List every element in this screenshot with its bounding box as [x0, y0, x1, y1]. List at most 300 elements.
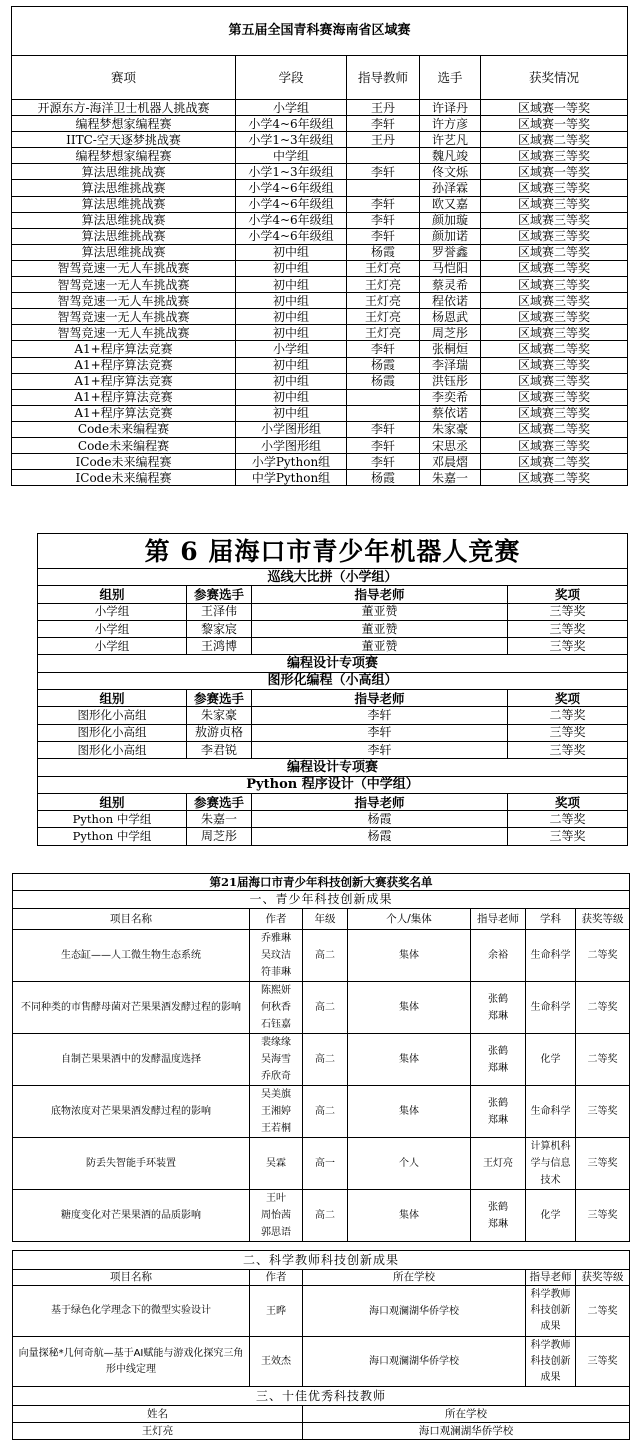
table-row: [12, 373, 628, 389]
type-cell: 集体: [348, 1034, 471, 1086]
teacher-cell: 李轩: [347, 228, 420, 244]
student-cell: 李奕希: [420, 389, 481, 405]
teacher-cell: [347, 405, 420, 421]
award-cell: 区域赛一等奖: [481, 116, 628, 132]
header-cell: 参赛选手: [187, 690, 252, 707]
section-title-row: [13, 1387, 630, 1406]
teacher-cell: 李轩: [252, 741, 508, 758]
header-cell: 指导教师: [347, 56, 420, 100]
student-cell: 朱嘉一: [420, 470, 481, 486]
table3-section-title: 一、青少年科技创新成果: [13, 891, 630, 909]
event-cell: 算法思维挑战赛: [12, 180, 236, 196]
level-cell: 初中组: [236, 309, 347, 325]
award-cell: 区域赛三等奖: [481, 212, 628, 228]
teachers-cell: [471, 1086, 526, 1138]
level-cell: 初中组: [236, 357, 347, 373]
level-cell: 小学组: [236, 100, 347, 116]
teacher-cell: 王丹: [347, 132, 420, 148]
teacher-name: 郑琳: [488, 1114, 508, 1126]
section-title-row: [38, 672, 628, 689]
table-row: [38, 603, 628, 620]
school-cell: 海口观澜湖华侨学校: [303, 1337, 526, 1387]
teacher-name: 王灯亮: [483, 1158, 513, 1169]
level-cell: 初中组: [236, 277, 347, 293]
header-cell: 作者: [250, 1270, 303, 1286]
teacher-cell: 王灯亮: [347, 277, 420, 293]
level-cell: 小学4~6年级组: [236, 212, 347, 228]
author-name: 郭思语: [261, 1227, 291, 1238]
event-cell: 算法思维挑战赛: [12, 228, 236, 244]
student-cell: 朱家豪: [187, 707, 252, 724]
header-cell: 学科: [526, 909, 576, 930]
table-row: [13, 1337, 630, 1387]
award-cell: 区域赛二等奖: [481, 421, 628, 437]
level-cell: 小学4~6年级组: [236, 228, 347, 244]
project-cell: 不同种类的市售酵母菌对芒果果酒发酵过程的影响: [13, 982, 250, 1034]
award-cell: 三等奖: [576, 1337, 630, 1387]
teacher-cell: 李轩: [347, 196, 420, 212]
award-cell: 区域赛二等奖: [481, 341, 628, 357]
award-cell: 区域赛二等奖: [481, 260, 628, 276]
project-cell: 基于绿色化学理念下的微型实验设计: [13, 1286, 250, 1337]
award-cell: 区域赛三等奖: [481, 389, 628, 405]
header-row: [38, 586, 628, 603]
table4-header-row: [13, 1270, 630, 1286]
award-cell: 区域赛三等奖: [481, 196, 628, 212]
level-cell: 中学Python组: [236, 470, 347, 486]
group-cell: 小学组: [38, 603, 187, 620]
table-row: [13, 982, 630, 1034]
student-cell: 杨恩武: [420, 309, 481, 325]
teacher-cell: [347, 389, 420, 405]
event-cell: 算法思维挑战赛: [12, 196, 236, 212]
teacher-cell: 王灯亮: [347, 325, 420, 341]
table-row: [12, 196, 628, 212]
award-cell: 三等奖: [576, 1190, 630, 1242]
event-cell: 智驾竞速一无人车挑战赛: [12, 260, 236, 276]
student-cell: 王泽伟: [187, 603, 252, 620]
section-title: 巡线大比拼（小学组）: [38, 569, 628, 586]
teacher-cell: 王灯亮: [347, 293, 420, 309]
student-cell: 颜加诺: [420, 228, 481, 244]
table-row: [13, 930, 630, 982]
teacher-cell: 杨霞: [347, 470, 420, 486]
author-name: 周怡茜: [261, 1210, 291, 1221]
header-cell: 组别: [38, 586, 187, 603]
teacher-name: 张鹤: [488, 993, 508, 1005]
subject-cell: 生命科学: [526, 1086, 576, 1138]
teacher-cell: 董亚赞: [252, 620, 508, 637]
section-title: 编程设计专项赛: [38, 759, 628, 776]
student-cell: 邓晨熠: [420, 454, 481, 470]
author-name: 石钰嘉: [261, 1019, 291, 1030]
student-cell: 马恺阳: [420, 260, 481, 276]
teacher-cell: 杨霞: [252, 828, 508, 845]
level-cell: 小学组: [236, 341, 347, 357]
table-row: [12, 100, 628, 116]
award-cell: 二等奖: [576, 982, 630, 1034]
teachers-cell: [471, 1138, 526, 1190]
award-cell: 区域赛三等奖: [481, 405, 628, 421]
teacher-achievement-table: [12, 1250, 630, 1440]
grade-cell: 高二: [303, 1086, 348, 1138]
section-title-row: [38, 569, 628, 586]
authors-cell: [250, 1190, 303, 1242]
author-cell: 王晔: [250, 1286, 303, 1337]
award-cell: 区域赛二等奖: [481, 132, 628, 148]
student-cell: 孙泽霖: [420, 180, 481, 196]
grade-cell: 高二: [303, 982, 348, 1034]
award-cell: 三等奖: [508, 638, 628, 655]
authors-cell: [250, 930, 303, 982]
award-cell: 区域赛三等奖: [481, 437, 628, 453]
table-row: [38, 811, 628, 828]
teacher-name: 郑琳: [488, 1010, 508, 1022]
table-row: [12, 470, 628, 486]
author-name: 王若桐: [261, 1123, 291, 1134]
table1-header-row: [12, 56, 628, 100]
award-cell: 区域赛一等奖: [481, 164, 628, 180]
event-cell: A1+程序算法竞赛: [12, 389, 236, 405]
table-row: [12, 212, 628, 228]
group-cell: Python 中学组: [38, 828, 187, 845]
header-cell: 个人/集体: [348, 909, 471, 930]
table-row: [12, 437, 628, 453]
author-name: 裴缘缘: [261, 1037, 291, 1048]
type-cell: 集体: [348, 1086, 471, 1138]
event-cell: 智驾竞速一无人车挑战赛: [12, 293, 236, 309]
event-cell: 编程梦想家编程赛: [12, 148, 236, 164]
type-cell: 集体: [348, 930, 471, 982]
table2-title: 第 6 届海口市青少年机器人竞赛: [38, 534, 628, 569]
provincial-contest-table: [11, 6, 628, 486]
event-cell: 开源东方-海洋卫士机器人挑战赛: [12, 100, 236, 116]
author-name: 何秋香: [261, 1002, 291, 1013]
event-cell: ICode未来编程赛: [12, 454, 236, 470]
authors-cell: [250, 1034, 303, 1086]
award-cell: 三等奖: [508, 620, 628, 637]
teachers-cell: [471, 1034, 526, 1086]
teacher-name: 张鹤: [488, 1201, 508, 1213]
section-title: 编程设计专项赛: [38, 655, 628, 672]
level-cell: 小学4~6年级组: [236, 180, 347, 196]
student-cell: 蔡灵希: [420, 277, 481, 293]
award-cell: 区域赛二等奖: [481, 244, 628, 260]
project-cell: 糖度变化对芒果果酒的品质影响: [13, 1190, 250, 1242]
table-row: [12, 260, 628, 276]
teacher-cell: 董亚赞: [252, 603, 508, 620]
award-cell: 三等奖: [508, 828, 628, 845]
header-cell: 作者: [250, 909, 303, 930]
table1-title: 第五届全国青科赛海南省区域赛: [12, 7, 628, 56]
student-cell: 罗誉鑫: [420, 244, 481, 260]
group-cell: 小学组: [38, 638, 187, 655]
table-row: [12, 244, 628, 260]
level-cell: 初中组: [236, 405, 347, 421]
student-cell: 周芝彤: [420, 325, 481, 341]
subject-cell: 化学: [526, 1190, 576, 1242]
teachers-cell: [471, 930, 526, 982]
event-cell: 智驾竞速一无人车挑战赛: [12, 325, 236, 341]
student-cell: 洪钰彤: [420, 373, 481, 389]
header-cell: 参赛选手: [187, 586, 252, 603]
table-row: [12, 180, 628, 196]
level-cell: 小学图形组: [236, 437, 347, 453]
header-cell: 参赛选手: [187, 793, 252, 810]
level-cell: 小学4~6年级组: [236, 196, 347, 212]
award-cell: 区域赛三等奖: [481, 148, 628, 164]
header-cell: 获奖等级: [576, 1270, 630, 1286]
level-cell: 初中组: [236, 389, 347, 405]
header-row: [38, 793, 628, 810]
author-name: 乔欣奇: [261, 1071, 291, 1082]
event-cell: A1+程序算法竞赛: [12, 357, 236, 373]
table-row: [12, 357, 628, 373]
event-cell: Code未来编程赛: [12, 437, 236, 453]
event-cell: A1+程序算法竞赛: [12, 341, 236, 357]
award-cell: 三等奖: [576, 1086, 630, 1138]
student-cell: 黎家宸: [187, 620, 252, 637]
subject-cell: 化学: [526, 1034, 576, 1086]
table-row: [12, 309, 628, 325]
teacher-cell: 李轩: [252, 707, 508, 724]
header-cell: 指导老师: [471, 909, 526, 930]
header-cell: 项目名称: [13, 1270, 250, 1286]
table-row: [13, 1423, 630, 1440]
authors-cell: [250, 982, 303, 1034]
table-row: [38, 741, 628, 758]
author-name: 吴霖: [266, 1158, 286, 1169]
teachers-cell: [471, 1190, 526, 1242]
award-cell: 三等奖: [508, 603, 628, 620]
group-cell: 图形化小高组: [38, 707, 187, 724]
award-cell: 区域赛二等奖: [481, 454, 628, 470]
student-cell: 魏凡竣: [420, 148, 481, 164]
project-cell: 底物浓度对芒果果酒发酵过程的影响: [13, 1086, 250, 1138]
section-title-row: [38, 759, 628, 776]
table-row: [38, 620, 628, 637]
award-cell: 区域赛三等奖: [481, 373, 628, 389]
header-cell: 组别: [38, 793, 187, 810]
table-row: [12, 341, 628, 357]
section-title: Python 程序设计（中学组）: [38, 776, 628, 793]
teachers-cell: [471, 982, 526, 1034]
award-cell: 区域赛三等奖: [481, 357, 628, 373]
teacher-cell: 李轩: [347, 164, 420, 180]
teacher-cell: 李轩: [347, 116, 420, 132]
category-cell: 科学教师科技创新成果: [526, 1337, 576, 1387]
header-cell: 所在学校: [303, 1270, 526, 1286]
level-cell: 小学Python组: [236, 454, 347, 470]
header-cell: 组别: [38, 690, 187, 707]
level-cell: 初中组: [236, 293, 347, 309]
table-row: [12, 277, 628, 293]
teacher-cell: 杨霞: [252, 811, 508, 828]
header-row: [13, 1406, 630, 1423]
award-cell: 三等奖: [508, 741, 628, 758]
student-cell: 李君锐: [187, 741, 252, 758]
author-name: 吴海雪: [261, 1054, 291, 1065]
teacher-cell: 李轩: [347, 212, 420, 228]
table-row: [12, 454, 628, 470]
award-cell: 三等奖: [508, 724, 628, 741]
header-cell: 选手: [420, 56, 481, 100]
teacher-name: 余裕: [488, 950, 508, 961]
student-cell: 许方彦: [420, 116, 481, 132]
header-cell: 指导老师: [526, 1270, 576, 1286]
header-cell: 奖项: [508, 586, 628, 603]
table-row: [12, 421, 628, 437]
award-cell: 区域赛三等奖: [481, 325, 628, 341]
event-cell: 编程梦想家编程赛: [12, 116, 236, 132]
award-cell: 三等奖: [576, 1138, 630, 1190]
table-row: [13, 1034, 630, 1086]
category-cell: 科学教师科技创新成果: [526, 1286, 576, 1337]
level-cell: 小学1~3年级组: [236, 132, 347, 148]
teacher-cell: 李轩: [347, 437, 420, 453]
teacher-cell: 杨霞: [347, 357, 420, 373]
student-cell: 王鸿博: [187, 638, 252, 655]
teacher-cell: 董亚赞: [252, 638, 508, 655]
student-cell: 程依诺: [420, 293, 481, 309]
type-cell: 集体: [348, 982, 471, 1034]
grade-cell: 高二: [303, 1034, 348, 1086]
school-cell: 海口观澜湖华侨学校: [303, 1286, 526, 1337]
header-cell: 奖项: [508, 690, 628, 707]
table-row: [12, 164, 628, 180]
student-cell: 蔡依诺: [420, 405, 481, 421]
student-cell: 宋思丞: [420, 437, 481, 453]
subject-cell: 生命科学: [526, 930, 576, 982]
header-cell: 姓名: [13, 1406, 303, 1423]
type-cell: 个人: [348, 1138, 471, 1190]
event-cell: A1+程序算法竞赛: [12, 373, 236, 389]
event-cell: Code未来编程赛: [12, 421, 236, 437]
teacher-name: 郑琳: [488, 1218, 508, 1230]
header-cell: 赛项: [12, 56, 236, 100]
teacher-cell: [347, 148, 420, 164]
teacher-name: 张鹤: [488, 1097, 508, 1109]
award-cell: 区域赛三等奖: [481, 309, 628, 325]
student-cell: 朱家豪: [420, 421, 481, 437]
award-cell: 区域赛三等奖: [481, 293, 628, 309]
teacher-cell: [347, 180, 420, 196]
student-cell: 周芝彤: [187, 828, 252, 845]
student-cell: 佟文烁: [420, 164, 481, 180]
table-row: [13, 1190, 630, 1242]
grade-cell: 高二: [303, 930, 348, 982]
level-cell: 小学图形组: [236, 421, 347, 437]
level-cell: 初中组: [236, 260, 347, 276]
table-row: [12, 148, 628, 164]
teacher-cell: 王灯亮: [347, 309, 420, 325]
header-cell: 获奖情况: [481, 56, 628, 100]
award-cell: 区域赛三等奖: [481, 277, 628, 293]
table-row: [13, 1138, 630, 1190]
grade-cell: 高二: [303, 1190, 348, 1242]
event-cell: 算法思维挑战赛: [12, 212, 236, 228]
teacher-cell: 杨霞: [347, 373, 420, 389]
award-cell: 二等奖: [576, 1034, 630, 1086]
student-cell: 颜加璇: [420, 212, 481, 228]
author-name: 陈熙妍: [261, 985, 291, 996]
award-cell: 二等奖: [576, 930, 630, 982]
group-cell: 图形化小高组: [38, 724, 187, 741]
header-cell: 年级: [303, 909, 348, 930]
student-cell: 许艺凡: [420, 132, 481, 148]
event-cell: 算法思维挑战赛: [12, 164, 236, 180]
table4-section-title: 二、科学教师科技创新成果: [13, 1251, 630, 1270]
subject-cell: 生命科学: [526, 982, 576, 1034]
table-row: [12, 389, 628, 405]
student-cell: 朱嘉一: [187, 811, 252, 828]
level-cell: 中学组: [236, 148, 347, 164]
teacher-name-cell: 王灯亮: [13, 1423, 303, 1440]
group-cell: 小学组: [38, 620, 187, 637]
award-cell: 区域赛二等奖: [481, 470, 628, 486]
level-cell: 小学4~6年级组: [236, 116, 347, 132]
author-name: 符菲琳: [261, 967, 291, 978]
level-cell: 初中组: [236, 325, 347, 341]
author-name: 吴美旗: [261, 1089, 291, 1100]
teacher-cell: 李轩: [347, 341, 420, 357]
table-row: [12, 293, 628, 309]
grade-cell: 高一: [303, 1138, 348, 1190]
table-row: [12, 132, 628, 148]
authors-cell: [250, 1138, 303, 1190]
table3-header-row: [13, 909, 630, 930]
header-cell: 指导老师: [252, 690, 508, 707]
event-cell: 算法思维挑战赛: [12, 244, 236, 260]
group-cell: 图形化小高组: [38, 741, 187, 758]
award-cell: 二等奖: [508, 811, 628, 828]
event-cell: IITC-空天逐梦挑战赛: [12, 132, 236, 148]
table-row: [12, 405, 628, 421]
teacher-cell: 李轩: [252, 724, 508, 741]
event-cell: 智驾竞速一无人车挑战赛: [12, 277, 236, 293]
header-cell: 学段: [236, 56, 347, 100]
award-cell: 区域赛三等奖: [481, 180, 628, 196]
award-cell: 区域赛一等奖: [481, 100, 628, 116]
author-name: 王湘婷: [261, 1106, 291, 1117]
header-row: [38, 690, 628, 707]
student-cell: 许译丹: [420, 100, 481, 116]
table-row: [13, 1286, 630, 1337]
school-cell: 海口观澜湖华侨学校: [303, 1423, 630, 1440]
group-cell: Python 中学组: [38, 811, 187, 828]
event-cell: A1+程序算法竞赛: [12, 405, 236, 421]
teacher-name: 郑琳: [488, 1062, 508, 1074]
table-row: [13, 1086, 630, 1138]
table-row: [38, 724, 628, 741]
project-cell: 自制芒果果酒中的发酵温度选择: [13, 1034, 250, 1086]
level-cell: 初中组: [236, 244, 347, 260]
award-cell: 二等奖: [576, 1286, 630, 1337]
authors-cell: [250, 1086, 303, 1138]
robot-contest-table: [37, 533, 628, 846]
award-cell: 二等奖: [508, 707, 628, 724]
author-cell: 王效杰: [250, 1337, 303, 1387]
header-cell: 指导老师: [252, 793, 508, 810]
table-row: [38, 638, 628, 655]
teacher-cell: 杨霞: [347, 244, 420, 260]
author-name: 王叶: [266, 1193, 286, 1204]
table3-title: 第21届海口市青少年科技创新大赛获奖名单: [13, 874, 630, 891]
type-cell: 集体: [348, 1190, 471, 1242]
section-title: 图形化编程（小高组）: [38, 672, 628, 689]
author-name: 乔雅琳: [261, 933, 291, 944]
header-cell: 所在学校: [303, 1406, 630, 1423]
